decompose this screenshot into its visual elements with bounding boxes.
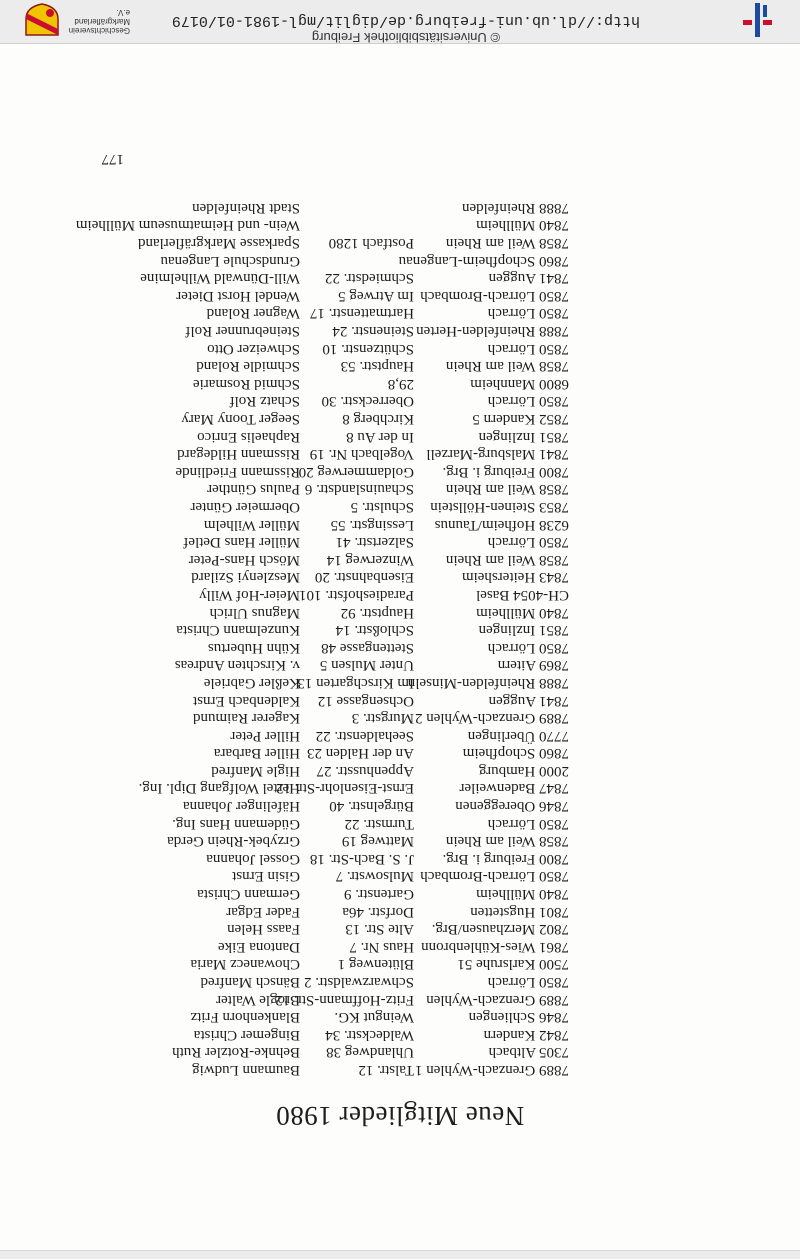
member-city: 7858 Weil am Rhein	[445, 358, 569, 375]
member-city: 7888 Rheinfelden-Herten	[416, 323, 569, 340]
member-row	[0, 251, 800, 269]
member-name: Paulus Günther	[207, 481, 300, 498]
member-city: 7889 Grenzach-Wyhlen 1	[414, 1062, 569, 1078]
member-name: Keßler Gabriele	[203, 674, 300, 691]
member-street: Hartmattenstr. 17	[309, 305, 414, 322]
member-name: Bänsch Manfred	[200, 974, 300, 991]
member-name: Müller Wilhelm	[203, 516, 300, 533]
member-name: Grundschule Langenau	[160, 252, 300, 269]
member-list	[0, 198, 800, 1078]
member-name: Magnus Ulrich	[209, 604, 300, 621]
member-name: Steinebrunner Rolf	[185, 323, 300, 340]
member-row	[0, 392, 800, 410]
member-name: Häfelinger Johanna	[182, 798, 300, 815]
member-name: Brogle Walter	[216, 991, 300, 1008]
member-city: 7850 Lörrach	[487, 815, 569, 832]
member-name: Schmid Rosmarie	[192, 375, 300, 392]
member-row	[0, 673, 800, 691]
member-street: Bürgelnstr. 40	[329, 798, 414, 815]
member-row	[0, 198, 800, 216]
member-city: 7889 Grenzach-Wyhlen 2	[414, 710, 569, 727]
society-label: Geschichtsverein Markgräflerland e.V.	[68, 8, 130, 35]
member-name: Schmidle Roland	[196, 358, 300, 375]
member-name: Fader Edgar	[226, 903, 300, 920]
member-row	[0, 462, 800, 480]
member-name: Hiller Barbara	[213, 745, 300, 762]
member-row	[0, 533, 800, 551]
member-street: Uhlandweg 38	[326, 1044, 414, 1061]
member-name: Gossel Johanna	[206, 850, 300, 867]
member-row	[0, 497, 800, 515]
member-row	[0, 726, 800, 744]
member-name: Wendel Horst Dieter	[176, 287, 300, 304]
member-row	[0, 374, 800, 392]
member-city: 7840 Müllheim	[476, 604, 569, 621]
member-name: Schatz Rolf	[229, 393, 300, 410]
member-name: Güdemann Hans Ing.	[172, 815, 300, 832]
member-row	[0, 691, 800, 709]
member-row	[0, 286, 800, 304]
member-row	[0, 339, 800, 357]
member-name: Kühn Hubertus	[207, 639, 300, 656]
member-street: Weingut KG.	[334, 1009, 414, 1026]
member-name: Raphaelis Enrico	[197, 428, 300, 445]
member-city: 6800 Mannheim	[470, 375, 569, 392]
member-city: 7858 Weil am Rhein	[445, 481, 569, 498]
member-row	[0, 427, 800, 445]
member-row	[0, 972, 800, 990]
member-city: 7800 Freiburg i. Brg.	[442, 850, 569, 867]
member-street: Hauptstr. 92	[340, 604, 414, 621]
member-city: 7802 Merzhausen/Brg.	[431, 921, 569, 938]
member-city: 6238 Hofheim/Taunus	[434, 516, 569, 533]
member-street: Lessingstr. 55	[330, 516, 414, 533]
member-row	[0, 656, 800, 674]
member-city: 7846 Schliengen	[468, 1009, 569, 1026]
member-row	[0, 779, 800, 797]
member-name: Gisin Ernst	[232, 868, 300, 885]
member-row	[0, 515, 800, 533]
member-city: 7841 Auggen	[488, 270, 569, 287]
header-copyright: © Universitätsbibliothek Freiburg	[311, 30, 500, 45]
member-row	[0, 480, 800, 498]
member-street: Stettengasse 48	[321, 639, 414, 656]
member-city: 7850 Lörrach-Brombach	[420, 868, 569, 885]
member-row	[0, 321, 800, 339]
member-name: Rissmann Friedlinde	[175, 463, 300, 480]
member-row	[0, 216, 800, 234]
member-city: 7843 Heitersheim	[461, 569, 569, 586]
member-row	[0, 585, 800, 603]
member-city: 2000 Hamburg	[478, 762, 569, 779]
member-city: 7888 Rheinfelden-Minseln	[407, 674, 569, 691]
member-name: Kaldenbach Ernst	[192, 692, 300, 709]
member-street: Gartenstr. 9	[344, 886, 414, 903]
member-street: Steinenstr. 24	[332, 323, 414, 340]
member-name: Obermeier Günter	[190, 499, 300, 515]
member-city: 7850 Lörrach	[487, 639, 569, 656]
member-row	[0, 990, 800, 1008]
member-name: Germann Christa	[197, 886, 300, 903]
member-row	[0, 603, 800, 621]
member-street: Haus Nr. 7	[349, 938, 414, 955]
member-city: 7846 Obereggenen	[455, 798, 569, 815]
member-street: Unter Mulsen 5	[319, 657, 414, 674]
member-street: Hauptstr. 53	[340, 358, 414, 375]
member-street: Im Atrweg 5	[338, 287, 414, 304]
member-street: Dorfstr. 46a	[342, 903, 414, 920]
member-street: Goldammerweg 20	[298, 463, 414, 480]
member-name: Blankenhorn Fritz	[190, 1009, 300, 1026]
member-name: Faass Helen	[227, 921, 300, 938]
member-street: Schwarzwaldstr. 2	[304, 974, 414, 991]
member-name: Meszlenyi Szilard	[191, 569, 300, 586]
member-city: 7305 Altbach	[488, 1044, 569, 1061]
member-street: Schauinslandstr. 6	[304, 481, 414, 498]
member-name: Wagner Roland	[206, 305, 300, 322]
member-city: 7840 Müllheim	[476, 217, 569, 234]
member-street: Ochsengasse 12	[317, 692, 414, 709]
member-name: Sparkasse Markgräflerland	[137, 235, 300, 252]
member-street: Vogelbach Nr. 19	[309, 446, 414, 463]
member-street: Schulstr. 5	[350, 499, 414, 515]
member-street: Murgstr. 3	[351, 710, 414, 727]
member-row	[0, 761, 800, 779]
member-city: 7858 Weil am Rhein	[445, 235, 569, 252]
member-street: Blütenweg 1	[337, 956, 414, 973]
university-logo-icon	[738, 1, 778, 39]
member-city: 7842 Kandern	[483, 1026, 569, 1043]
member-street: Fritz-Hoffmann-Str. 12	[275, 991, 414, 1008]
member-street: Seehaldenstr. 22	[315, 727, 414, 744]
member-city: 7858 Weil am Rhein	[445, 551, 569, 568]
member-city: 7889 Grenzach-Wyhlen	[426, 991, 569, 1008]
page-title: Neue Mitglieder 1980	[275, 1101, 525, 1131]
member-row	[0, 234, 800, 252]
member-name: Kagerer Raimund	[192, 710, 300, 727]
member-row	[0, 568, 800, 586]
member-city: 7850 Lörrach-Brombach	[420, 287, 569, 304]
member-city: 7800 Freiburg i. Brg.	[442, 463, 569, 480]
member-row	[0, 1043, 800, 1061]
member-city: 7850 Lörrach	[487, 393, 569, 410]
member-street: Postfach 1280	[328, 235, 414, 252]
member-city: 7801 Hugstetten	[470, 903, 569, 920]
member-street: J. S. Bach-Str. 18	[309, 850, 414, 867]
member-city: 7852 Kandern 5	[472, 411, 569, 428]
member-city: 7841 Malsburg-Marzell	[426, 446, 569, 463]
member-street: Winzerweg 14	[326, 551, 414, 568]
member-city: 7847 Badenweiler	[459, 780, 569, 797]
member-street: Mulsowstr. 7	[335, 868, 414, 885]
member-city: 7853 Steinen-Höllstein	[430, 499, 569, 515]
member-name: Dantona Eike	[217, 938, 300, 955]
member-name: Higle Manfred	[211, 762, 300, 779]
member-row	[0, 849, 800, 867]
member-row	[0, 797, 800, 815]
member-name: Behnke-Rotzler Ruth	[172, 1044, 300, 1061]
member-row	[0, 1025, 800, 1043]
member-name: Stadt Rheinfelden	[192, 199, 300, 216]
member-street: Salzertstr. 41	[335, 534, 414, 551]
member-name: Rissmann Hildegard	[177, 446, 300, 463]
member-street: Alte Str. 13	[345, 921, 414, 938]
society-crest-icon	[24, 3, 60, 37]
member-street: Waldeckstr. 34	[325, 1026, 414, 1043]
member-row	[0, 621, 800, 639]
member-row	[0, 304, 800, 322]
member-row	[0, 832, 800, 850]
member-name: Chowanecz Maria	[190, 956, 300, 973]
member-street: An der Halden 23	[306, 745, 414, 762]
member-name: Baumann Ludwig	[192, 1062, 300, 1078]
member-city: 7860 Schopfheim-Langenau	[398, 252, 569, 269]
member-street: Kirchberg 8	[342, 411, 414, 428]
member-row	[0, 814, 800, 832]
member-street: In der Au 8	[346, 428, 414, 445]
member-city: 7500 Karlsruhe 51	[457, 956, 569, 973]
member-city: 7850 Lörrach	[487, 974, 569, 991]
member-street: 29,8	[387, 375, 414, 392]
member-row	[0, 937, 800, 955]
member-name: v. Kirschten Andreas	[174, 657, 300, 674]
member-street: Talstr. 12	[358, 1062, 414, 1078]
header-band	[0, 0, 800, 44]
header-url-link[interactable]: http://dl.ub.uni-freiburg.de/diglit/mgl-1981-01/0179	[171, 12, 640, 29]
member-city: 7860 Schopfheim	[462, 745, 569, 762]
member-row	[0, 638, 800, 656]
member-row	[0, 550, 800, 568]
member-row	[0, 357, 800, 375]
page-number: 177	[101, 151, 124, 167]
member-city: 7841 Auggen	[488, 692, 569, 709]
member-name: Hertel Wolfgang Dipl. Ing.	[138, 780, 300, 797]
member-row	[0, 744, 800, 762]
member-city: 7858 Weil am Rhein	[445, 833, 569, 850]
member-row	[0, 1008, 800, 1026]
member-name: Schweizer Otto	[207, 340, 300, 357]
member-name: Müller Hans Detlef	[183, 534, 300, 551]
member-row	[0, 955, 800, 973]
member-city: 7850 Lörrach	[487, 340, 569, 357]
member-city: 7869 Aitern	[497, 657, 569, 674]
member-row	[0, 920, 800, 938]
member-name: Wein- und Heimatmuseum Müllheim	[75, 217, 300, 234]
member-row	[0, 409, 800, 427]
member-row	[0, 1060, 800, 1078]
member-city: 7850 Lörrach	[487, 305, 569, 322]
member-street: Mattweg 19	[341, 833, 414, 850]
member-row	[0, 902, 800, 920]
member-name: Grzybek-Rhein Gerda	[167, 833, 300, 850]
member-row	[0, 867, 800, 885]
member-row	[0, 884, 800, 902]
member-street: Paradieshofstr. 101	[299, 586, 414, 603]
member-street: Oberreckstr. 30	[321, 393, 414, 410]
member-city: 7851 Inzlingen	[478, 622, 569, 639]
member-city: 7888 Rheinfelden	[461, 199, 569, 216]
member-city: 7861 Wies-Kühlenbronn	[421, 938, 569, 955]
member-street: Ernst-Eisenlohr-Str. 12	[275, 780, 414, 797]
member-city: 7850 Lörrach	[487, 534, 569, 551]
member-city: 7840 Müllheim	[476, 886, 569, 903]
member-street: Schloßstr. 14	[335, 622, 414, 639]
member-row	[0, 269, 800, 287]
member-city: 7851 Inzlingen	[478, 428, 569, 445]
member-name: Kunzelmann Christa	[176, 622, 300, 639]
member-street: Schmiedstr. 22	[324, 270, 414, 287]
member-street: Schützenstr. 10	[322, 340, 414, 357]
member-street: Im Kirschgarten 13	[297, 674, 414, 691]
member-street: Turmstr. 22	[344, 815, 414, 832]
member-street: Eisenbahnstr. 20	[314, 569, 414, 586]
member-name: Meier-Hof Willy	[199, 586, 300, 603]
member-name: Will-Dünwald Wilhelmine	[140, 270, 300, 287]
member-name: Bingemer Christa	[193, 1026, 300, 1043]
member-row	[0, 709, 800, 727]
member-name: Hiller Peter	[230, 727, 300, 744]
member-name: Seeger Toony Mary	[181, 411, 300, 428]
member-name: Mösch Hans-Peter	[188, 551, 300, 568]
member-street: Appenhusstr. 27	[316, 762, 414, 779]
member-city: CH-4054 Basel	[476, 586, 569, 603]
member-city: 7770 Überlingen	[467, 727, 569, 744]
member-row	[0, 445, 800, 463]
